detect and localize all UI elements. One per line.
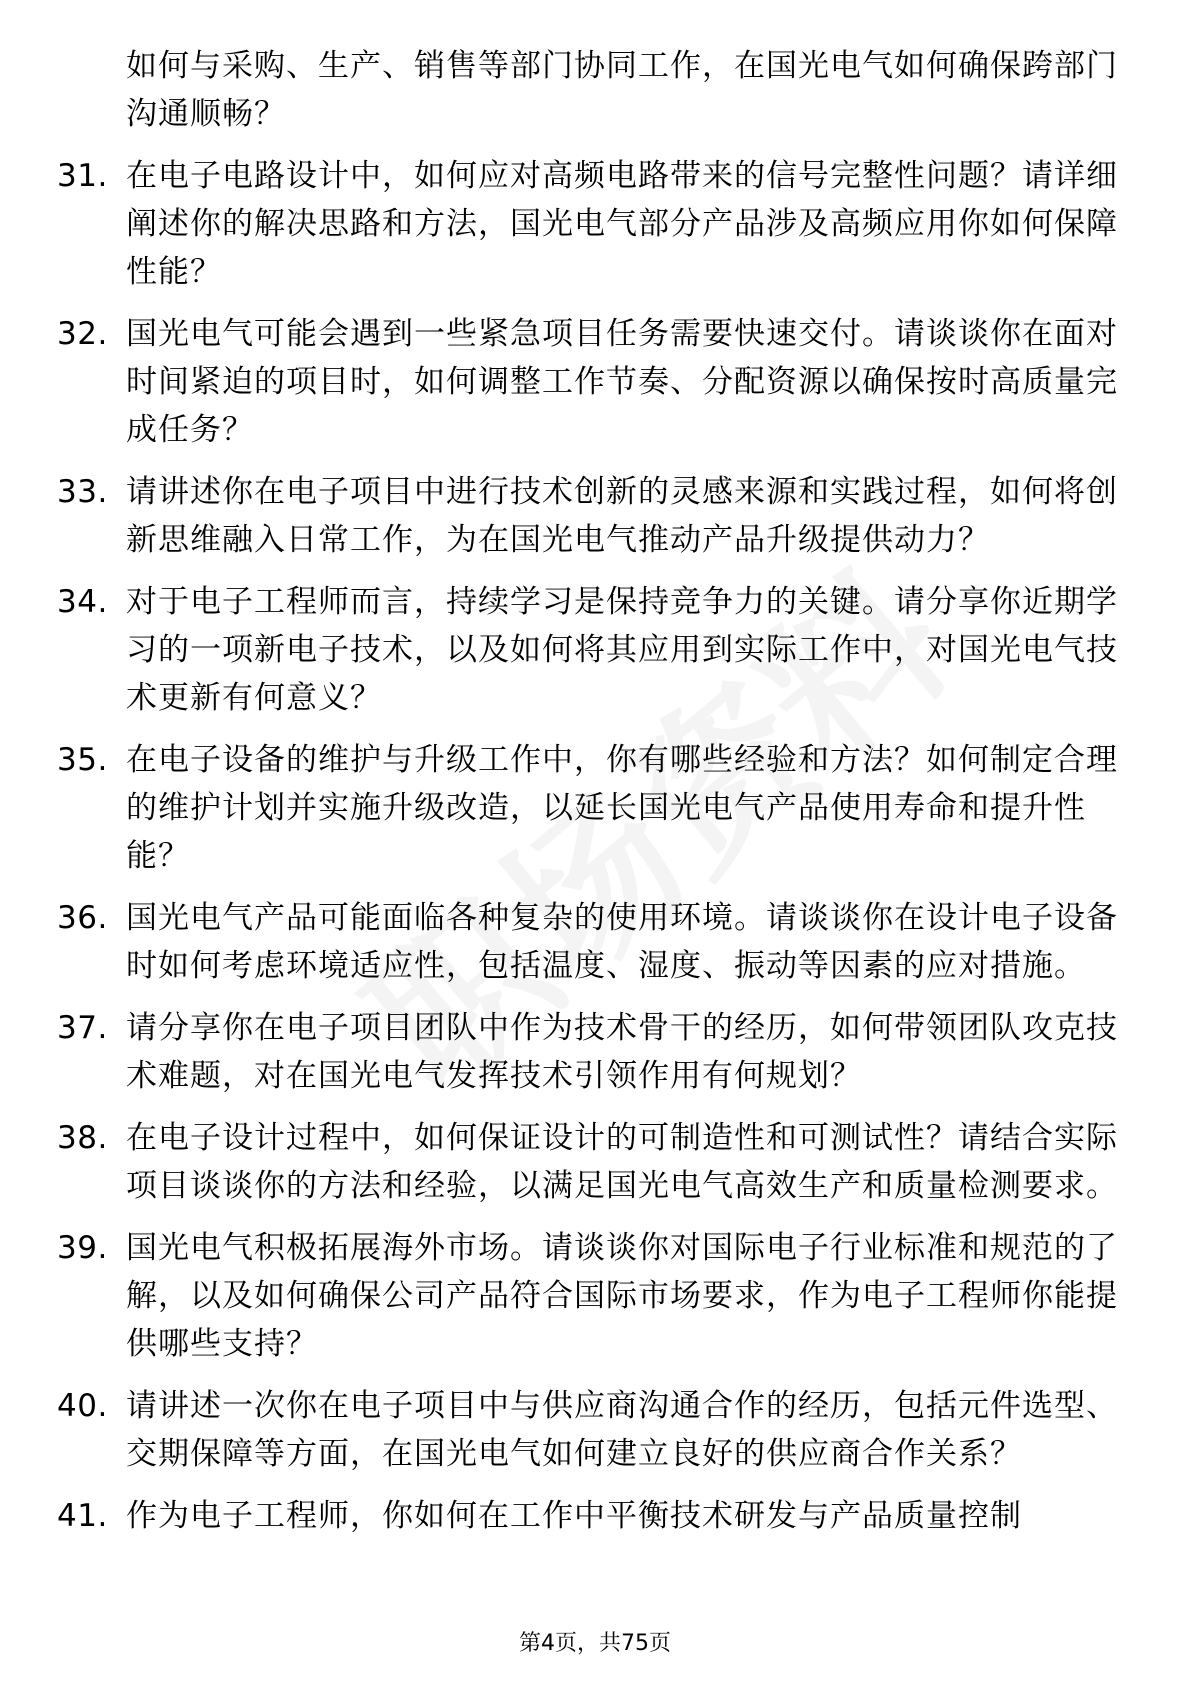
question-text: 请分享你在电子项目团队中作为技术骨干的经历，如何带领团队攻克技术难题，对在国光电气发挥技术引领作用有何规划？ — [126, 1010, 1118, 1094]
question-item — [0, 1382, 1190, 1478]
question-item — [0, 152, 1190, 296]
question-text: 作为电子工程师，你如何在工作中平衡技术研发与产品质量控制 — [126, 1498, 1022, 1534]
question-text: 国光电气产品可能面临各种复杂的使用环境。请谈谈你在设计电子设备时如何考虑环境适应性，包括温度、湿度、振动等因素的应对措施。 — [126, 900, 1118, 984]
question-continuation — [0, 42, 1190, 138]
question-number: 31. — [57, 158, 108, 194]
question-text: 如何与采购、生产、销售等部门协同工作，在国光电气如何确保跨部门沟通顺畅？ — [126, 48, 1118, 132]
question-number: 35. — [57, 742, 108, 778]
question-number: 37. — [57, 1010, 108, 1046]
question-text: 在电子设备的维护与升级工作中，你有哪些经验和方法？如何制定合理的维护计划并实施升级改造，以延长国光电气产品使用寿命和提升性能？ — [126, 742, 1118, 874]
question-text: 在电子设计过程中，如何保证设计的可制造性和可测试性？请结合实际项目谈谈你的方法和经验，以满足国光电气高效生产和质量检测要求。 — [126, 1120, 1118, 1204]
question-number: 36. — [57, 900, 108, 936]
question-list — [0, 42, 1190, 1554]
question-item — [0, 1004, 1190, 1100]
question-text: 对于电子工程师而言，持续学习是保持竞争力的关键。请分享你近期学习的一项新电子技术，以及如何将其应用到实际工作中，对国光电气技术更新有何意义？ — [126, 584, 1118, 716]
question-item — [0, 310, 1190, 454]
question-number: 34. — [57, 584, 108, 620]
question-number: 33. — [57, 474, 108, 510]
page-number-footer: 第4页，共75页 — [519, 1631, 671, 1656]
question-number: 38. — [57, 1120, 108, 1156]
question-number: 41. — [57, 1498, 108, 1534]
question-text: 国光电气积极拓展海外市场。请谈谈你对国际电子行业标准和规范的了解，以及如何确保公司产品符合国际市场要求，作为电子工程师你能提供哪些支持？ — [126, 1230, 1118, 1362]
question-item — [0, 736, 1190, 880]
question-number: 40. — [57, 1388, 108, 1424]
question-text: 在电子电路设计中，如何应对高频电路带来的信号完整性问题？请详细阐述你的解决思路和方法，国光电气部分产品涉及高频应用你如何保障性能？ — [126, 158, 1118, 290]
question-item — [0, 1224, 1190, 1368]
question-text: 国光电气可能会遇到一些紧急项目任务需要快速交付。请谈谈你在面对时间紧迫的项目时，如何调整工作节奏、分配资源以确保按时高质量完成任务？ — [126, 316, 1118, 448]
question-item — [0, 1492, 1190, 1540]
question-item — [0, 1114, 1190, 1210]
question-item — [0, 468, 1190, 564]
question-text: 请讲述一次你在电子项目中与供应商沟通合作的经历，包括元件选型、交期保障等方面，在国光电气如何建立良好的供应商合作关系？ — [126, 1388, 1118, 1472]
question-item — [0, 578, 1190, 722]
question-item — [0, 894, 1190, 990]
question-text: 请讲述你在电子项目中进行技术创新的灵感来源和实践过程，如何将创新思维融入日常工作，为在国光电气推动产品升级提供动力？ — [126, 474, 1118, 558]
question-number: 32. — [57, 316, 108, 352]
question-number: 39. — [57, 1230, 108, 1266]
